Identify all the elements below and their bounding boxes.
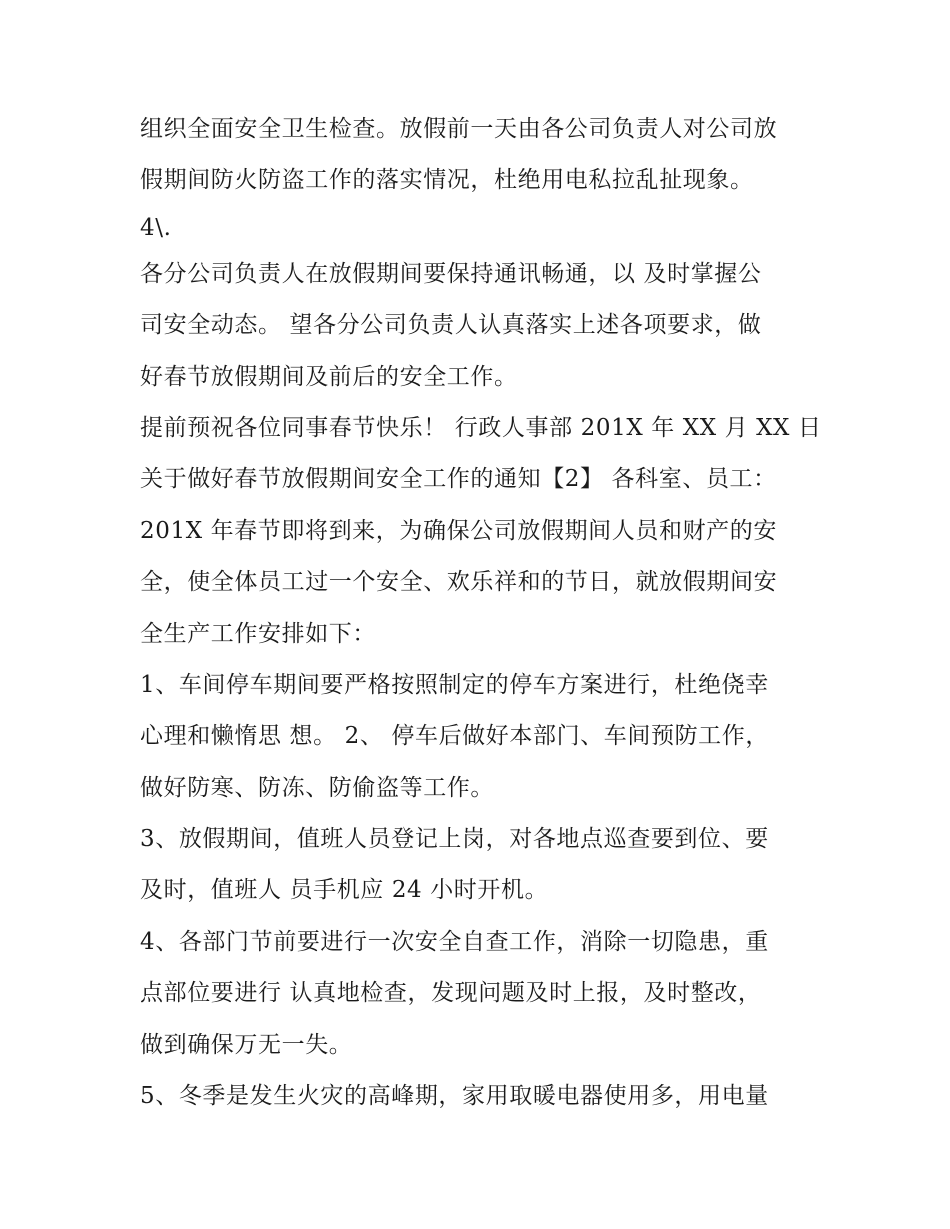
text-line: 4\. [140, 214, 172, 241]
text-line: 5、冬季是发生火灾的高峰期，家用取暖电器使用多，用电量 [140, 1083, 769, 1110]
text-line: 做好防寒、防冻、防偷盗等工作。 [140, 774, 494, 801]
document-body [140, 104, 820, 1122]
text-line: 做到确保万无一失。 [140, 1031, 353, 1058]
text-line: 关于做好春节放假期间安全工作的通知【2】 各科室、员工： [140, 466, 777, 493]
text-line: 4、各部门节前要进行一次安全自查工作，消除一切隐患，重 [140, 928, 769, 955]
text-line: 心理和懒惰思 想。 2、 停车后做好本部门、车间预防工作， [140, 723, 769, 750]
text-line: 点部位要进行 认真地检查，发现问题及时上报，及时整改， [140, 980, 762, 1007]
text-line: 组织全面安全卫生检查。放假前一天由各公司负责人对公司放 [140, 116, 778, 142]
text-line: 201X 年春节即将到来，为确保公司放假期间人员和财产的安 [140, 517, 777, 544]
text-line: 全生产工作安排如下： [140, 620, 376, 647]
text-line: 1、车间停车期间要严格按照制定的停车方案进行，杜绝侥幸 [140, 671, 769, 698]
text-line: 好春节放假期间及前后的安全工作。 [140, 363, 518, 390]
text-line: 各分公司负责人在放假期间要保持通讯畅通，以 及时掌握公 [140, 260, 762, 287]
text-line: 假期间防火防盗工作的落实情况，杜绝用电私拉乱扯现象。 [140, 167, 754, 194]
text-line: 全，使全体员工过一个安全、欢乐祥和的节日，就放假期间安 [140, 569, 778, 596]
text-line: 司安全动态。 望各分公司负责人认真落实上述各项要求，做 [140, 312, 762, 339]
text-line: 3、放假期间，值班人员登记上岗，对各地点巡查要到位、要 [140, 826, 769, 853]
text-line: 及时，值班人 员手机应 24 小时开机。 [140, 877, 549, 904]
text-line: 提前预祝各位同事春节快乐！ 行政人事部 201X 年 XX 月 XX 日 [140, 414, 822, 441]
